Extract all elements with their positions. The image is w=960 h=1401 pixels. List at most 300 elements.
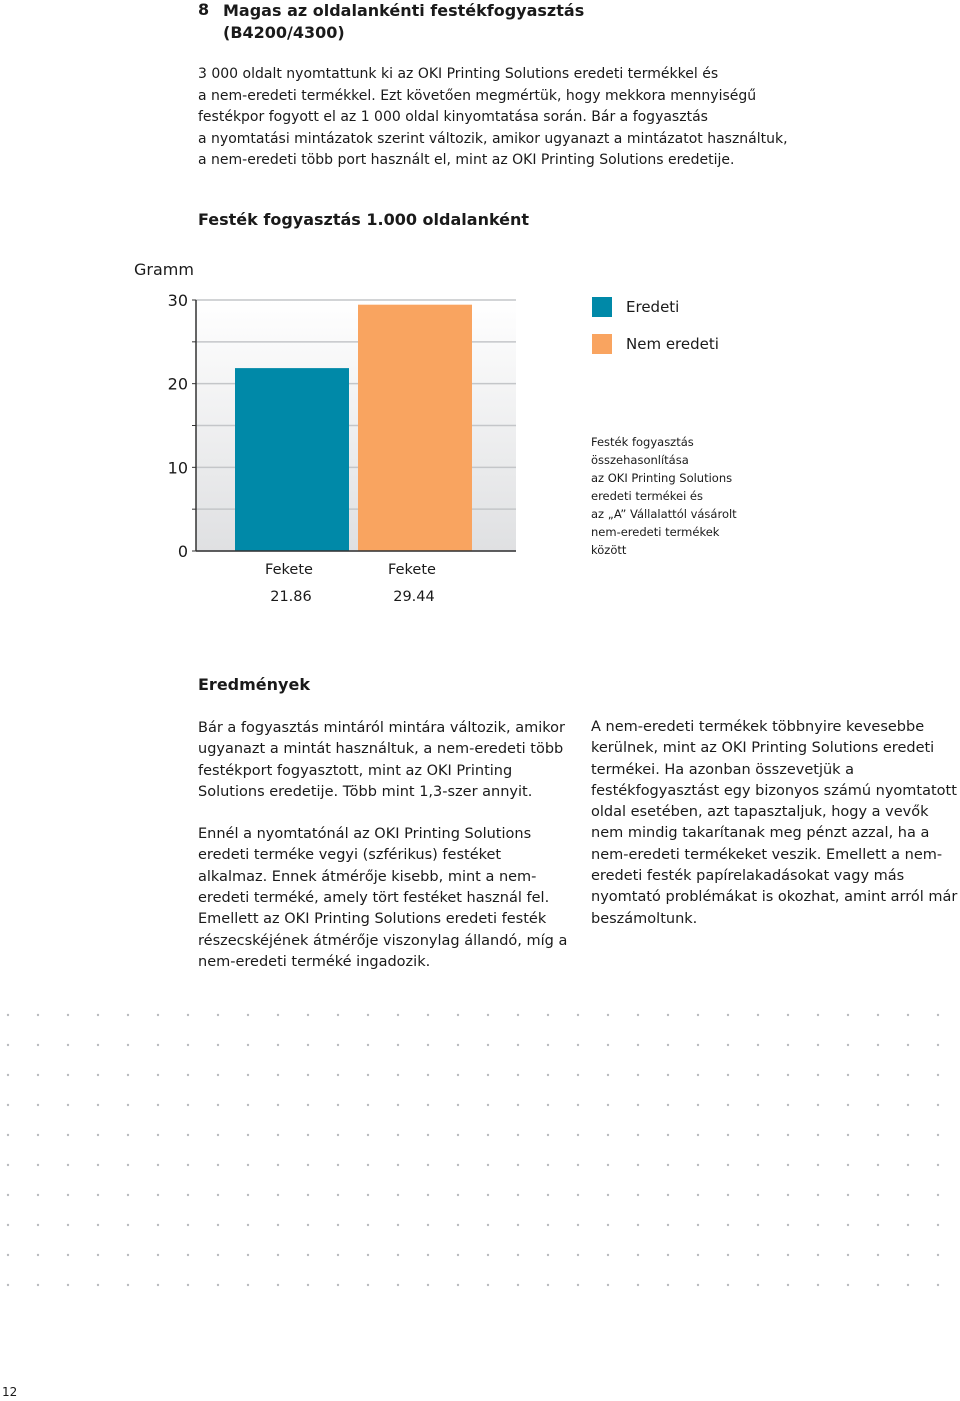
decorative-dot [637, 1224, 639, 1226]
decorative-dot [187, 1254, 189, 1256]
decorative-dot [187, 1104, 189, 1106]
decorative-dot [817, 1164, 819, 1166]
decorative-dot [577, 1254, 579, 1256]
decorative-dot [7, 1134, 9, 1136]
decorative-dot [637, 1194, 639, 1196]
decorative-dot [217, 1224, 219, 1226]
decorative-dot [7, 1164, 9, 1166]
decorative-dot [97, 1224, 99, 1226]
decorative-dot [457, 1074, 459, 1076]
legend-label: Nem eredeti [626, 335, 719, 353]
decorative-dot [607, 1194, 609, 1196]
decorative-dot [367, 1224, 369, 1226]
decorative-dot [337, 1134, 339, 1136]
decorative-dot [517, 1164, 519, 1166]
decorative-dot [187, 1074, 189, 1076]
decorative-dot [427, 1104, 429, 1106]
decorative-dot [307, 1044, 309, 1046]
decorative-dot [7, 1014, 9, 1016]
decorative-dot [127, 1134, 129, 1136]
decorative-dot [277, 1164, 279, 1166]
decorative-dot [847, 1254, 849, 1256]
chart-note-line: Festék fogyasztás [591, 435, 694, 449]
decorative-dot [457, 1224, 459, 1226]
decorative-dot [727, 1164, 729, 1166]
decorative-dot [337, 1284, 339, 1286]
decorative-dot [67, 1194, 69, 1196]
decorative-dot [217, 1284, 219, 1286]
decorative-dot [757, 1134, 759, 1136]
decorative-dot [757, 1284, 759, 1286]
decorative-dot [907, 1014, 909, 1016]
decorative-dot [217, 1044, 219, 1046]
decorative-dot [487, 1074, 489, 1076]
decorative-dot [877, 1194, 879, 1196]
decorative-dot [157, 1194, 159, 1196]
decorative-dot [727, 1044, 729, 1046]
decorative-dot [247, 1044, 249, 1046]
decorative-dot [607, 1104, 609, 1106]
decorative-dot [397, 1074, 399, 1076]
decorative-dot [157, 1044, 159, 1046]
decorative-dot [97, 1074, 99, 1076]
decorative-dot [367, 1134, 369, 1136]
decorative-dot [577, 1224, 579, 1226]
decorative-dot [7, 1194, 9, 1196]
decorative-dot [247, 1164, 249, 1166]
decorative-dot [367, 1074, 369, 1076]
results-paragraph: A nem-eredeti termékek többnyire kevesebbe kerülnek, mint az OKI Printing Solutions eredeti termékei. Ha azonban összevetjük a festékfogyasztást egy bizonyos számú nyomtatott oldal esetében, azt tapasztaljuk, hogy a vevők nem mindig takarítanak meg pénzt azzal, ha a nem-eredeti termékeket veszik. Emellett a nem-eredeti festék papírelakadásokat vagy más nyomtató problémákat is okozhat, amint arról már beszámoltunk. [591, 719, 958, 927]
decorative-dot [757, 1194, 759, 1196]
decorative-dot [517, 1284, 519, 1286]
decorative-dot [457, 1194, 459, 1196]
decorative-dot [547, 1194, 549, 1196]
decorative-dot [667, 1104, 669, 1106]
decorative-dot [7, 1254, 9, 1256]
chart-note-line: között [591, 543, 627, 557]
decorative-dot [277, 1134, 279, 1136]
page-number: 12 [2, 1385, 18, 1399]
decorative-dot [577, 1044, 579, 1046]
decorative-dot [337, 1164, 339, 1166]
section-number: 8 [198, 0, 210, 19]
decorative-dot [367, 1044, 369, 1046]
decorative-dot [907, 1074, 909, 1076]
decorative-dot [67, 1254, 69, 1256]
decorative-dot [277, 1074, 279, 1076]
legend-swatch-nem-eredeti [592, 334, 612, 354]
decorative-dot [937, 1224, 939, 1226]
decorative-dot [127, 1044, 129, 1046]
decorative-dot [67, 1074, 69, 1076]
decorative-dot [307, 1164, 309, 1166]
decorative-dot [427, 1074, 429, 1076]
decorative-dot [547, 1134, 549, 1136]
chart-svg [0, 0, 960, 620]
decorative-dot [67, 1104, 69, 1106]
decorative-dot [517, 1014, 519, 1016]
decorative-dot [277, 1104, 279, 1106]
decorative-dot [307, 1104, 309, 1106]
decorative-dot [157, 1104, 159, 1106]
decorative-dot [547, 1074, 549, 1076]
chart-bar-eredeti [235, 368, 349, 551]
decorative-dot [277, 1014, 279, 1016]
decorative-dot [37, 1104, 39, 1106]
decorative-dot [307, 1224, 309, 1226]
decorative-dot [307, 1284, 309, 1286]
decorative-dot [787, 1074, 789, 1076]
decorative-dot [217, 1134, 219, 1136]
decorative-dot [937, 1164, 939, 1166]
decorative-dot [727, 1104, 729, 1106]
decorative-dot [907, 1284, 909, 1286]
decorative-dot [157, 1224, 159, 1226]
decorative-dot [157, 1014, 159, 1016]
decorative-dot [607, 1014, 609, 1016]
decorative-dot [667, 1044, 669, 1046]
decorative-dot [577, 1014, 579, 1016]
decorative-dot [697, 1134, 699, 1136]
decorative-dot [877, 1134, 879, 1136]
decorative-dot [607, 1044, 609, 1046]
decorative-dot [67, 1134, 69, 1136]
decorative-dot [337, 1224, 339, 1226]
decorative-dot [427, 1284, 429, 1286]
decorative-dot [697, 1194, 699, 1196]
decorative-dot [697, 1254, 699, 1256]
decorative-dot [607, 1164, 609, 1166]
decorative-dot [547, 1104, 549, 1106]
decorative-dot [337, 1104, 339, 1106]
decorative-dot [187, 1134, 189, 1136]
decorative-dot [97, 1014, 99, 1016]
decorative-dot [157, 1134, 159, 1136]
chart-note [591, 433, 791, 559]
decorative-dot [367, 1014, 369, 1016]
chart-x-category-label: Fekete [388, 562, 436, 578]
decorative-dot [277, 1194, 279, 1196]
decorative-dot [817, 1014, 819, 1016]
decorative-dot [697, 1224, 699, 1226]
chart-bar-nem-eredeti [358, 305, 472, 551]
decorative-dot [847, 1014, 849, 1016]
decorative-dot [457, 1254, 459, 1256]
chart-note-line: nem-eredeti termékek [591, 525, 720, 539]
decorative-dot [427, 1224, 429, 1226]
legend-swatch-eredeti [592, 297, 612, 317]
decorative-dot [97, 1044, 99, 1046]
chart-y-axis-label: Gramm [134, 260, 194, 279]
decorative-dot [127, 1104, 129, 1106]
decorative-dot [337, 1074, 339, 1076]
decorative-dot [757, 1014, 759, 1016]
decorative-dot [607, 1224, 609, 1226]
decorative-dot [7, 1104, 9, 1106]
chart-note-line: összehasonlítása [591, 453, 689, 467]
chart-y-tick-label: 20 [167, 374, 188, 394]
decorative-dot [517, 1074, 519, 1076]
decorative-dot [667, 1164, 669, 1166]
decorative-dot [937, 1254, 939, 1256]
decorative-dot [457, 1284, 459, 1286]
decorative-dot [217, 1254, 219, 1256]
decorative-dot [937, 1284, 939, 1286]
decorative-dot [487, 1284, 489, 1286]
decorative-dot [847, 1224, 849, 1226]
decorative-dot [7, 1044, 9, 1046]
decorative-dot [727, 1224, 729, 1226]
decorative-dot [427, 1164, 429, 1166]
decorative-dot [637, 1254, 639, 1256]
decorative-dot [187, 1284, 189, 1286]
decorative-dot [367, 1194, 369, 1196]
decorative-dot [307, 1134, 309, 1136]
decorative-dot [667, 1194, 669, 1196]
results-left-column [198, 718, 573, 994]
intro-line: festékpor fogyott el az 1 000 oldal kinyomtatása során. Bár a fogyasztás [198, 109, 708, 125]
decorative-dot [187, 1224, 189, 1226]
decorative-dot [907, 1134, 909, 1136]
decorative-dot [877, 1014, 879, 1016]
decorative-dot [277, 1284, 279, 1286]
decorative-dot [847, 1194, 849, 1196]
decorative-dot [787, 1254, 789, 1256]
decorative-dot [847, 1104, 849, 1106]
decorative-dot [427, 1134, 429, 1136]
decorative-dot [37, 1224, 39, 1226]
decorative-dot [247, 1194, 249, 1196]
decorative-dot [577, 1134, 579, 1136]
decorative-dot [877, 1224, 879, 1226]
decorative-dot [247, 1134, 249, 1136]
decorative-dot [337, 1044, 339, 1046]
decorative-dot [187, 1194, 189, 1196]
intro-line: a nem-eredeti több port használt el, mint az OKI Printing Solutions eredetije. [198, 152, 735, 168]
decorative-dot [157, 1164, 159, 1166]
section-title-line1: Magas az oldalankénti festékfogyasztás [223, 1, 585, 20]
decorative-dot [697, 1014, 699, 1016]
decorative-dot [97, 1254, 99, 1256]
decorative-dot [307, 1014, 309, 1016]
decorative-dot [577, 1284, 579, 1286]
decorative-dot [277, 1254, 279, 1256]
decorative-dot [337, 1194, 339, 1196]
decorative-dot [367, 1104, 369, 1106]
decorative-dot [547, 1254, 549, 1256]
decorative-dot [787, 1284, 789, 1286]
decorative-dot [97, 1164, 99, 1166]
decorative-dot [457, 1134, 459, 1136]
decorative-dot [97, 1134, 99, 1136]
decorative-dot [937, 1104, 939, 1106]
decorative-dot [247, 1284, 249, 1286]
decorative-dot [757, 1224, 759, 1226]
decorative-dot [577, 1164, 579, 1166]
decorative-dot [697, 1284, 699, 1286]
decorative-dot [697, 1104, 699, 1106]
decorative-dot [877, 1104, 879, 1106]
decorative-dot [487, 1044, 489, 1046]
decorative-dot [787, 1044, 789, 1046]
decorative-dot [37, 1044, 39, 1046]
decorative-dot [307, 1194, 309, 1196]
decorative-dot [547, 1164, 549, 1166]
decorative-dot [247, 1104, 249, 1106]
chart-x-category-label: Fekete [265, 562, 313, 578]
decorative-dot [637, 1134, 639, 1136]
decorative-dot [247, 1014, 249, 1016]
decorative-dot [907, 1224, 909, 1226]
decorative-dot [397, 1164, 399, 1166]
decorative-dot [247, 1074, 249, 1076]
decorative-dot [787, 1164, 789, 1166]
decorative-dot [577, 1104, 579, 1106]
results-right-column [591, 717, 960, 951]
chart-y-tick-label: 10 [167, 458, 188, 478]
decorative-dot [757, 1074, 759, 1076]
decorative-dot [607, 1074, 609, 1076]
decorative-dot [727, 1074, 729, 1076]
decorative-dot [727, 1254, 729, 1256]
chart-note-line: az „A” Vállalattól vásárolt [591, 507, 737, 521]
decorative-dot [277, 1224, 279, 1226]
decorative-dot [607, 1134, 609, 1136]
decorative-dot [727, 1134, 729, 1136]
decorative-dot [397, 1044, 399, 1046]
decorative-dot [907, 1164, 909, 1166]
decorative-dot [457, 1164, 459, 1166]
decorative-dot [127, 1074, 129, 1076]
decorative-dot [37, 1074, 39, 1076]
decorative-dot [397, 1194, 399, 1196]
decorative-dot [67, 1164, 69, 1166]
decorative-dot [697, 1074, 699, 1076]
decorative-dot [367, 1284, 369, 1286]
decorative-dot [607, 1284, 609, 1286]
decorative-dot [847, 1044, 849, 1046]
decorative-dot [157, 1254, 159, 1256]
intro-line: a nem-eredeti termékkel. Ezt követően megmértük, hogy mekkora mennyiségű [198, 87, 757, 104]
decorative-dot [127, 1194, 129, 1196]
decorative-dot [487, 1134, 489, 1136]
decorative-dot [427, 1254, 429, 1256]
decorative-dot [727, 1284, 729, 1286]
decorative-dot [427, 1194, 429, 1196]
decorative-dot [637, 1164, 639, 1166]
decorative-dot [487, 1164, 489, 1166]
intro-line: a nyomtatási mintázatok szerint változik, amikor ugyanazt a mintázatot használtuk, [198, 130, 788, 147]
decorative-dot [517, 1224, 519, 1226]
decorative-dot [757, 1104, 759, 1106]
results-paragraph: Ennél a nyomtatónál az OKI Printing Solutions eredeti terméke vegyi (szférikus) festéket alkalmaz. Ennek átmérője kisebb, mint a nem-eredeti terméké, amely tört festéket használ fel. Emellett az OKI Printing Solutions eredeti festék részecskéjének átmérője viszonylag állandó, míg a nem-eredeti terméké ingadozik. [198, 826, 568, 970]
decorative-dot [727, 1194, 729, 1196]
decorative-dot [667, 1224, 669, 1226]
chart-title: Festék fogyasztás 1.000 oldalanként [198, 210, 530, 229]
decorative-dot [307, 1254, 309, 1256]
decorative-dot [487, 1254, 489, 1256]
decorative-dot-pattern [0, 1000, 960, 1300]
decorative-dot [547, 1014, 549, 1016]
decorative-dot [157, 1074, 159, 1076]
decorative-dot [127, 1284, 129, 1286]
decorative-dot [817, 1224, 819, 1226]
decorative-dot [217, 1014, 219, 1016]
decorative-dot [127, 1164, 129, 1166]
decorative-dot [667, 1014, 669, 1016]
decorative-dot [367, 1164, 369, 1166]
decorative-dot [937, 1134, 939, 1136]
decorative-dot [187, 1044, 189, 1046]
decorative-dot [397, 1104, 399, 1106]
decorative-dot [67, 1014, 69, 1016]
decorative-dot [817, 1104, 819, 1106]
decorative-dot [7, 1284, 9, 1286]
decorative-dot [127, 1254, 129, 1256]
decorative-dot [877, 1074, 879, 1076]
decorative-dot [757, 1254, 759, 1256]
decorative-dot [787, 1194, 789, 1196]
decorative-dot [817, 1134, 819, 1136]
decorative-dot [217, 1194, 219, 1196]
decorative-dot [97, 1284, 99, 1286]
chart-data-label: 29.44 [393, 589, 435, 605]
decorative-dot [397, 1134, 399, 1136]
decorative-dot [787, 1224, 789, 1226]
decorative-dot [397, 1224, 399, 1226]
decorative-dot [157, 1284, 159, 1286]
decorative-dot [907, 1254, 909, 1256]
chart-y-tick-label: 0 [177, 542, 188, 561]
decorative-dot [787, 1104, 789, 1106]
decorative-dot [817, 1254, 819, 1256]
decorative-dot [817, 1044, 819, 1046]
decorative-dot [517, 1254, 519, 1256]
decorative-dot [397, 1014, 399, 1016]
decorative-dot [97, 1104, 99, 1106]
decorative-dot [307, 1074, 309, 1076]
legend-label: Eredeti [626, 298, 680, 316]
decorative-dot [577, 1194, 579, 1196]
decorative-dot [457, 1014, 459, 1016]
decorative-dot [37, 1164, 39, 1166]
decorative-dot [397, 1254, 399, 1256]
decorative-dot [37, 1194, 39, 1196]
decorative-dot [217, 1104, 219, 1106]
decorative-dot [667, 1284, 669, 1286]
results-title: Eredmények [198, 675, 310, 694]
chart-note-line: eredeti termékei és [591, 489, 703, 503]
decorative-dot [217, 1164, 219, 1166]
decorative-dot [937, 1074, 939, 1076]
decorative-dot [7, 1224, 9, 1226]
decorative-dot [817, 1194, 819, 1196]
decorative-dot [487, 1014, 489, 1016]
decorative-dot [847, 1284, 849, 1286]
decorative-dot [277, 1044, 279, 1046]
decorative-dot [487, 1194, 489, 1196]
decorative-dot [397, 1284, 399, 1286]
chart-note-line: az OKI Printing Solutions [591, 471, 733, 485]
decorative-dot [937, 1194, 939, 1196]
chart-data-label: 21.86 [270, 589, 312, 605]
decorative-dot [667, 1254, 669, 1256]
decorative-dot [427, 1044, 429, 1046]
decorative-dot [67, 1044, 69, 1046]
decorative-dot [637, 1044, 639, 1046]
decorative-dot [517, 1104, 519, 1106]
decorative-dot [877, 1044, 879, 1046]
